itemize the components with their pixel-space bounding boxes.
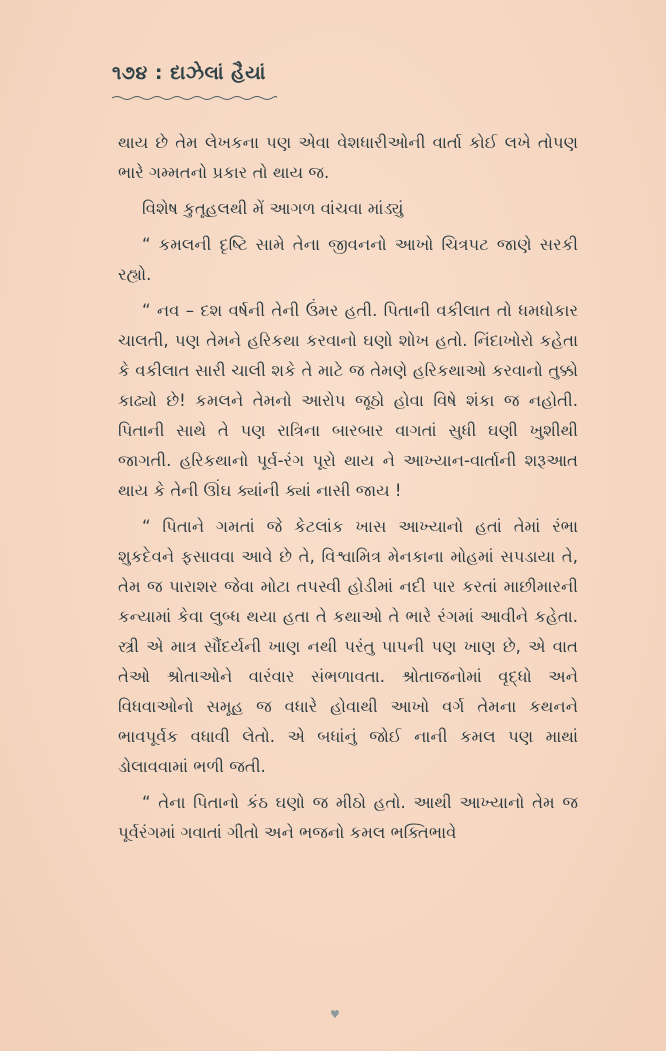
paragraph-3: “ કમલની દૃષ્ટિ સામે તેના જીવનનો આખો ચિત્રપટ જાણે સરકી રહ્યો. [118,235,578,284]
paragraph-1: થાય છે તેમ લેખકના પણ એવા વેશધારીઓની વાર્તા કોઈ લખે તોપણ ભારે ગમ્મતનો પ્રકાર તો થાય જ. [118,133,578,182]
paragraph-6: “ તેના પિતાનો કંઠ ઘણો જ મીઠો હતો. આથી આખ્યાનો તેમ જ પૂર્વરંગમાં ગવાતાં ગીતો અને ભજનો કમલ ભક્તિભાવે [118,793,578,842]
paragraph-2: વિશેષ કુતૂહલથી મેં આગળ વાંચવા માંડ્યું [142,199,404,218]
paragraph-5: “ પિતાને ગમતાં જે કેટલાંક ખાસ આખ્યાનો હતાં તેમાં રંભા શુકદેવને ફસાવવા આવે છે તે, વિશ્વામિત્ર મેનકાના મોહમાં સપડાયા તે, તેમ જ પારાશર જેવા મોટા તપસ્વી હોડીમાં નદી પાર કરતાં માછીમારની કન્યામાં કેવા લુબ્ધ થયા હતા તે કથાઓ તે ભારે રંગમાં આવીને કહેતા. સ્ત્રી એ માત્ર સૌંદર્યની ખાણ નથી પરંતુ પાપની પણ ખાણ છે, એ વાત તેઓ શ્રોતાઓને વારંવાર સંભળાવતા. શ્રોતાજનોમાં વૃદ્ધો અને વિધવાઓનો સમૂહ જ વધારે હોવાથી આખો વર્ગ તેમના કથનને ભાવપૂર્વક વધાવી લેતો. એ બધાંનું જોઈ નાની કમલ પણ માથાં ડોલાવવામાં ભળી જતી. [118,517,578,776]
paragraph-4: “ નવ – દશ વર્ષની તેની ઉંમર હતી. પિતાની વકીલાત તો ધમધોકાર ચાલતી, પણ તેમને હરિકથા કરવાનો ઘણો શોખ હતો. નિંદાખોરો કહેતા કે વકીલાત સારી ચાલી શકે તે માટે જ તેમણે હરિકથાઓ કરવાનો તુક્કો કાઢ્યો છે! કમલને તેમનો આરોપ જૂઠો હોવા વિષે શંકા જ નહોતી. પિતાની સાથે તે પણ રાત્રિના બારબાર વાગતાં સુધી ઘણી ખુશીથી જાગતી. હરિકથાનો પૂર્વ-રંગ પૂરો થાય ને આખ્યાન-વાર્તાની શરૂઆત થાય કે તેની ઊંઘ ક્યાંની ક્યાં નાસી જાય ! [118,301,578,500]
header-underline [112,95,277,101]
page-header: ૧૭૪ : દાઝેલાં હૈયાં [112,62,266,84]
footer-ornament: ♥ [330,1008,340,1021]
body-text [118,128,578,848]
